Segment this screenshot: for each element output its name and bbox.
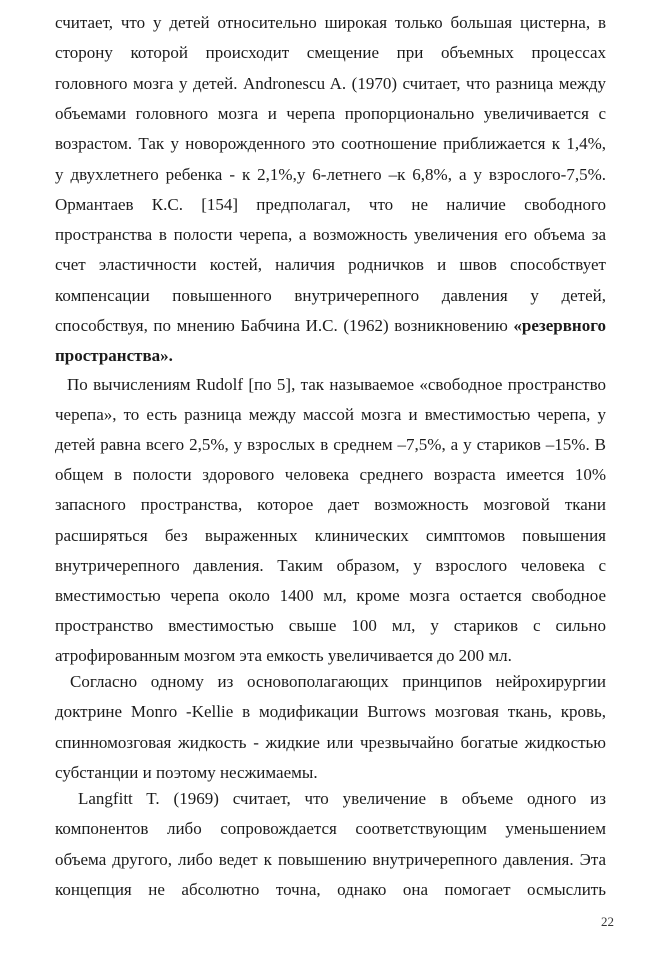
text-line bbox=[0, 370, 662, 400]
text-segment: пространства в полости черепа, а возможность увеличения его объема за bbox=[55, 225, 606, 245]
text-line bbox=[0, 250, 662, 280]
text-line bbox=[0, 8, 662, 38]
text-segment: способствуя, по мнению Бабчина И.С. (1962) возникновению bbox=[55, 316, 514, 335]
text-line bbox=[0, 551, 662, 581]
text-segment: доктрине Monro -Kellie в модификации Burrows мозговая ткань, кровь, bbox=[55, 702, 606, 722]
text-line bbox=[0, 845, 662, 875]
text-line bbox=[0, 728, 662, 758]
text-line bbox=[0, 220, 662, 250]
text-segment: Согласно одному из основополагающих принципов нейрохирургии bbox=[70, 672, 606, 691]
text-line bbox=[0, 611, 662, 641]
text-line bbox=[0, 490, 662, 520]
text-line bbox=[0, 521, 662, 551]
text-segment: атрофированным мозгом эта емкость увеличивается до 200 мл. bbox=[55, 645, 512, 665]
text-segment: детей равна всего 2,5%, у взрослых в среднем –7,5%, а у стариков –15%. В bbox=[55, 435, 606, 455]
text-line bbox=[0, 430, 662, 460]
text-line bbox=[0, 69, 662, 99]
text-segment: «резервного bbox=[513, 316, 606, 335]
text-line bbox=[0, 697, 662, 727]
text-line bbox=[0, 281, 662, 311]
text-line bbox=[0, 341, 662, 371]
text-segment: пространства». bbox=[55, 346, 173, 366]
text-line bbox=[0, 400, 662, 430]
text-line bbox=[0, 190, 662, 220]
page-number: 22 bbox=[601, 914, 614, 929]
text-segment: у двухлетнего ребенка - к 2,1%,у 6-летнего –к 6,8%, а у взрослого-7,5%. bbox=[55, 164, 606, 184]
text-segment: возрастом. Так у новорожденного это соотношение приближается к 1,4%, bbox=[55, 134, 606, 154]
text-segment: Langfitt T. (1969) считает, что увеличение в объеме одного из bbox=[78, 789, 606, 808]
text-line bbox=[0, 38, 662, 68]
text-segment: концепция не абсолютно точна, однако она помогает осмыслить bbox=[55, 879, 606, 899]
text-segment: По вычислениям Rudolf [по 5], так называемое «свободное пространство bbox=[67, 375, 606, 394]
text-line bbox=[0, 814, 662, 844]
text-segment: расширяться без выраженных клинических симптомов повышения bbox=[55, 525, 606, 545]
text-line bbox=[0, 581, 662, 611]
text-line bbox=[0, 875, 662, 905]
text-segment: субстанции и поэтому несжимаемы. bbox=[55, 762, 318, 782]
text-segment: объема другого, либо ведет к повышению внутричерепного давления. Эта bbox=[55, 849, 606, 869]
text-line bbox=[0, 460, 662, 490]
text-segment: сторону которой происходит смещение при объемных процессах bbox=[55, 43, 606, 63]
text-segment: счет эластичности костей, наличия родничков и швов способствует bbox=[55, 255, 606, 275]
text-segment: Ормантаев К.С. [154] предполагал, что не наличие свободного bbox=[55, 194, 606, 214]
text-line bbox=[0, 99, 662, 129]
text-segment: запасного пространства, которое дает возможность мозговой ткани bbox=[55, 495, 606, 515]
text-line bbox=[0, 667, 662, 697]
text-line bbox=[0, 129, 662, 159]
text-segment: черепа», то есть разница между массой мозга и вместимостью черепа, у bbox=[55, 405, 606, 425]
text-line bbox=[0, 311, 662, 341]
text-segment: общем в полости здорового человека среднего возраста имеется 10% bbox=[55, 465, 606, 485]
text-line bbox=[0, 784, 662, 814]
text-segment: вместимостью черепа около 1400 мл, кроме мозга остается свободное bbox=[55, 585, 606, 605]
text-segment: внутричерепного давления. Таким образом, у взрослого человека с bbox=[55, 555, 606, 575]
text-segment: головного мозга у детей. Andronescu A. (1970) считает, что разница между bbox=[55, 73, 606, 93]
text-segment: считает, что у детей относительно широкая только большая цистерна, в bbox=[55, 13, 606, 32]
text-segment: объемами головного мозга и черепа пропорционально увеличивается с bbox=[55, 103, 606, 123]
text-line bbox=[0, 160, 662, 190]
text-segment: пространство вместимостью свыше 100 мл, у стариков с сильно bbox=[55, 615, 606, 635]
text-segment: компонентов либо сопровождается соответствующим уменьшением bbox=[55, 819, 606, 839]
text-segment: спинномозговая жидкость - жидкие или чрезвычайно богатые жидкостью bbox=[55, 732, 606, 752]
text-segment: компенсации повышенного внутричерепного давления у детей, bbox=[55, 285, 606, 305]
